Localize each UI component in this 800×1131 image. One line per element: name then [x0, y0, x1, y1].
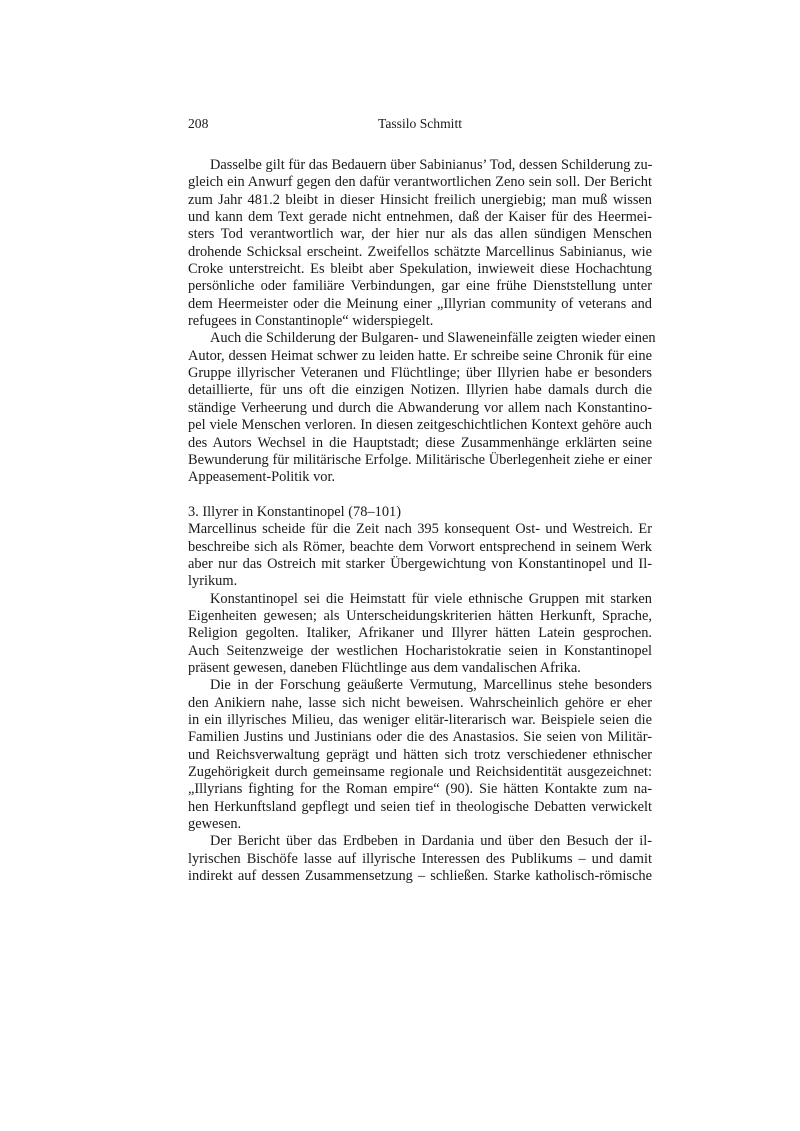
text-line: Autor, dessen Heimat schwer zu leiden hatte. Er schreibe seine Chronik für eine — [188, 347, 652, 364]
text-line: Auch die Schilderung der Bulgaren- und Slaweneinfälle zeigten wieder einen — [210, 330, 656, 347]
text-line: aber nur das Ostreich mit starker Übergewichtung von Konstantinopel und Il- — [188, 555, 652, 572]
page-number: 208 — [188, 116, 209, 131]
text-line: Religion gegolten. Italiker, Afrikaner und Illyrer hätten Latein gesprochen. — [188, 625, 652, 642]
text-line: hen Herkunftsland gepflegt und seien tief in theologische Debatten verwickelt — [188, 798, 652, 815]
text-line: und kann dem Text gerade nicht entnehmen, daß der Kaiser für des Heermei- — [188, 209, 652, 226]
paragraph-4 — [188, 591, 652, 678]
paragraph-2 — [188, 330, 656, 486]
text-line: Dasselbe gilt für das Bedauern über Sabinianus’ Tod, dessen Schilderung zu- — [210, 157, 653, 173]
text-line: Der Bericht über das Erdbeben in Dardania und über den Besuch der il- — [210, 833, 652, 850]
text-line: Appeasement-Politik vor. — [188, 469, 336, 486]
text-line: sters Tod verantwortlich war, der hier nur als das allen sündigen Menschen — [188, 226, 652, 243]
running-head-author: Tassilo Schmitt — [377, 116, 462, 131]
text-line: indirekt auf dessen Zusammensetzung – schließen. Starke katholisch-römische — [188, 868, 652, 885]
text-line: präsent gewesen, daneben Flüchtlinge aus dem vandalischen Afrika. — [188, 659, 581, 676]
text-line: dem Heermeister oder die Meinung einer „Illyrian community of veterans and — [188, 295, 652, 312]
text-line: lyrischen Bischöfe lasse auf illyrische Interessen des Publikums – und damit — [188, 850, 652, 867]
text-line: drohende Schicksal erscheint. Zweifellos schätzte Marcellinus Sabinianus, wie — [188, 243, 652, 260]
section-heading — [188, 504, 652, 521]
text-line: ständige Verheerung und durch die Abwanderung vor allem nach Konstantino- — [188, 399, 652, 416]
text-line: detaillierte, für uns oft die einzigen Notizen. Illyrien habe damals durch die — [188, 382, 652, 399]
text-line: in ein illyrisches Milieu, das weniger elitär-literarisch war. Beispiele seien die — [188, 712, 652, 728]
text-line: Bewunderung für militärische Erfolge. Militärische Überlegenheit ziehe er einer — [188, 451, 652, 468]
text-line: refugees in Constantinople“ widerspiegelt. — [188, 313, 434, 330]
text-line: Auch Seitenzweige der westlichen Hocharistokratie seien in Konstantinopel — [188, 642, 652, 659]
text-line: Familien Justins und Justinians oder die des Anastasios. Sie seien von Militär- — [188, 729, 652, 746]
text-line: des Autors Wechsel in die Hauptstadt; diese Zusammenhänge erklärten seine — [188, 434, 652, 451]
text-line: gewesen. — [188, 816, 242, 833]
text-line: persönliche oder familiäre Verbindungen, gar eine frühe Dienststellung unter — [188, 278, 652, 295]
text-line: Konstantinopel sei die Heimstatt für viele ethnische Gruppen mit starken — [210, 590, 652, 607]
text-line: gleich ein Anwurf gegen den dafür verantwortlichen Zeno sein soll. Der Bericht — [188, 174, 652, 191]
text-line: den Anikiern nahe, lasse sich nicht beweisen. Wahrscheinlich gehöre er eher — [188, 694, 652, 711]
text-line: beschreibe sich als Römer, beachte dem Vorwort entsprechend in seinem Werk — [188, 538, 652, 555]
paragraph-1 — [188, 157, 652, 330]
text-line: Die in der Forschung geäußerte Vermutung, Marcellinus stehe besonders — [210, 677, 652, 694]
text-line: Zugehörigkeit durch gemeinsame regionale und Reichsidentität ausgezeichnet: — [188, 764, 652, 781]
text-line: zum Jahr 481.2 bleibt in dieser Hinsicht freilich unergiebig; man muß wissen — [188, 191, 652, 208]
section-heading-text: 3. Illyrer in Konstantinopel (78–101) — [188, 503, 402, 520]
text-line: Gruppe illyrischer Veteranen und Flüchtlinge; über Illyrien habe er besonders — [188, 365, 652, 382]
paragraph-5 — [188, 677, 652, 833]
text-line: Eigenheiten gewesen; als Unterscheidungskriterien hätten Herkunft, Sprache, — [188, 607, 652, 624]
text-line: lyrikum. — [188, 573, 238, 590]
text-line: und Reichsverwaltung geprägt und hätten sich trotz verschiedener ethnischer — [188, 746, 652, 763]
paragraph-3 — [188, 521, 652, 590]
text-line: Croke unterstreicht. Es bleibt aber Spekulation, inwieweit diese Hochachtung — [188, 261, 652, 278]
text-line: Marcellinus scheide für die Zeit nach 395 konsequent Ost- und Westreich. Er — [188, 521, 652, 538]
text-line: pel viele Menschen verloren. In diesen zeitgeschichtlichen Kontext gehöre auch — [188, 417, 652, 434]
text-line: „Illyrians fighting for the Roman empire“ (90). Sie hätten Kontakte zum na- — [188, 781, 652, 798]
paragraph-6 — [188, 833, 652, 885]
body-text — [188, 157, 656, 885]
running-head — [188, 115, 652, 133]
